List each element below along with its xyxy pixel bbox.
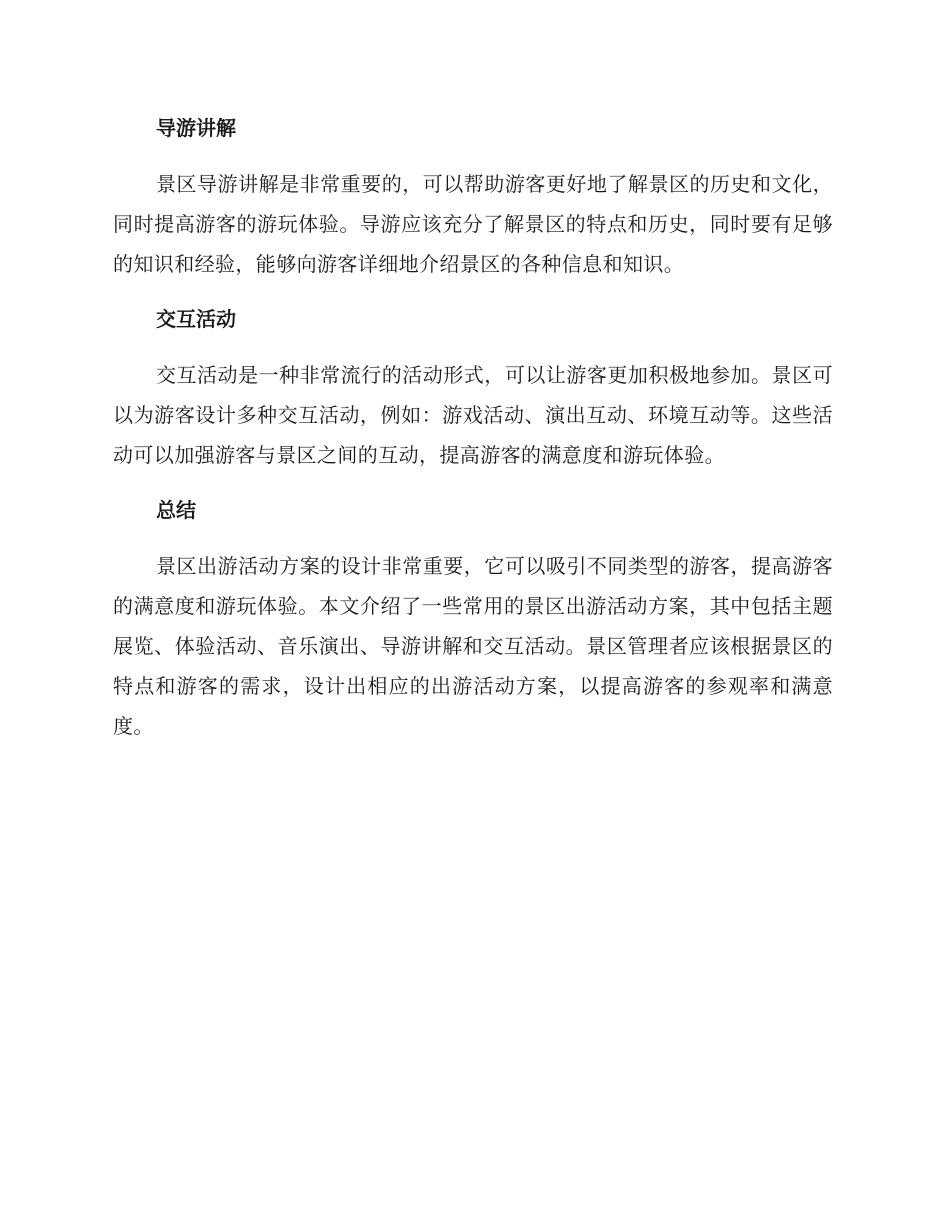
document-content (113, 108, 833, 746)
section-heading-interactive-activities: 交互活动 (156, 307, 236, 331)
section-body-summary: 景区出游活动方案的设计非常重要，它可以吸引不同类型的游客，提高游客的满意度和游玩体验。本文介绍了一些常用的景区出游活动方案，其中包括主题展览、体验活动、音乐演出、导游讲解和交互活动。景区管理者应该根据景区的特点和游客的需求，设计出相应的出游活动方案，以提高游客的参观率和满意度。 (113, 554, 833, 738)
section-heading-summary: 总结 (156, 498, 196, 522)
section-body-interactive-activities: 交互活动是一种非常流行的活动形式，可以让游客更加积极地参加。景区可以为游客设计多种交互活动，例如：游戏活动、演出互动、环境互动等。这些活动可以加强游客与景区之间的互动，提高游客的满意度和游玩体验。 (113, 363, 833, 467)
section-heading-tour-guide: 导游讲解 (156, 116, 236, 140)
section-body-tour-guide: 景区导游讲解是非常重要的，可以帮助游客更好地了解景区的历史和文化，同时提高游客的游玩体验。导游应该充分了解景区的特点和历史，同时要有足够的知识和经验，能够向游客详细地介绍景区的各种信息和知识。 (113, 172, 833, 276)
